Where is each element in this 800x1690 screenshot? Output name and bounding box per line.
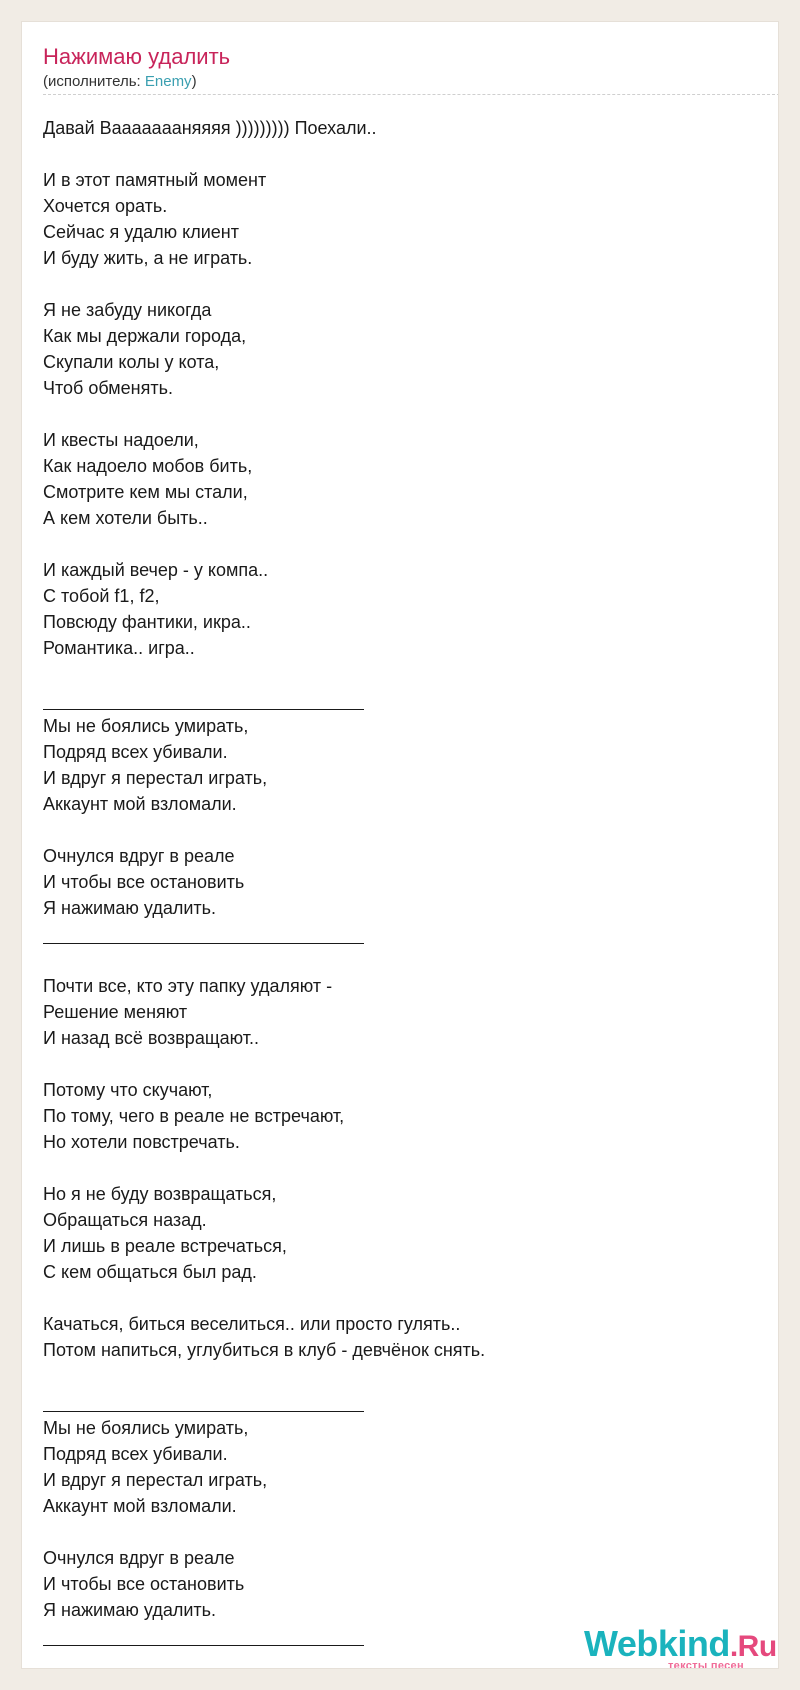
site-logo[interactable] <box>584 1623 779 1669</box>
lyrics-body <box>43 115 763 1649</box>
section-divider <box>43 1389 763 1415</box>
stanza-gap <box>43 271 763 297</box>
lyric-line: Романтика.. игра.. <box>43 638 195 658</box>
lyric-line: Я не забуду никогда <box>43 300 212 320</box>
lyric-line: Аккаунт мой взломали. <box>43 1496 237 1516</box>
logo-tagline: тексты песен <box>668 1660 744 1669</box>
stanza-gap <box>43 1155 763 1181</box>
artist-prefix: (исполнитель: <box>43 73 145 90</box>
lyric-line: Хочется орать. <box>43 196 168 216</box>
lyric-line: Почти все, кто эту папку удаляют - <box>43 976 333 996</box>
artist-line <box>43 73 197 91</box>
lyric-line: С тобой f1, f2, <box>43 586 160 606</box>
stanza-gap <box>43 1051 763 1077</box>
lyric-line: По тому, чего в реале не встречают, <box>43 1106 345 1126</box>
lyric-line: Смотрите кем мы стали, <box>43 482 248 502</box>
lyric-line: И квесты надоели, <box>43 430 199 450</box>
section-divider <box>43 687 763 713</box>
lyrics-card <box>21 21 779 1669</box>
lyric-line: Аккаунт мой взломали. <box>43 794 237 814</box>
stanza-gap <box>43 1363 763 1389</box>
lyric-line: Подряд всех убивали. <box>43 742 228 762</box>
lyric-line: И вдруг я перестал играть, <box>43 768 268 788</box>
lyric-line: И буду жить, а не играть. <box>43 248 253 268</box>
artist-suffix: ) <box>191 73 197 90</box>
lyric-line: Очнулся вдруг в реале <box>43 1548 235 1568</box>
lyric-line: А кем хотели быть.. <box>43 508 208 528</box>
lyric-line: Я нажимаю удалить. <box>43 898 217 918</box>
lyric-line: Повсюду фантики, икра.. <box>43 612 251 632</box>
lyric-line: И каждый вечер - у компа.. <box>43 560 269 580</box>
lyric-line: И назад всё возвращают.. <box>43 1028 260 1048</box>
stanza-gap <box>43 661 763 687</box>
lyric-line: И вдруг я перестал играть, <box>43 1470 268 1490</box>
lyric-line: И чтобы все остановить <box>43 872 245 892</box>
lyric-line: Но я не буду возвращаться, <box>43 1184 277 1204</box>
lyric-line: Чтоб обменять. <box>43 378 173 398</box>
stanza-gap <box>43 401 763 427</box>
lyric-line: Но хотели повстречать. <box>43 1132 240 1152</box>
lyric-line: Очнулся вдруг в реале <box>43 846 235 866</box>
stanza-gap <box>43 817 763 843</box>
lyric-line: Решение меняют <box>43 1002 188 1022</box>
lyric-line: Потому что скучают, <box>43 1080 213 1100</box>
lyric-line: Давай Ваааааааняяяя ))))))))) Поехали.. <box>43 118 377 138</box>
song-title: Нажимаю удалить <box>43 44 231 69</box>
lyric-line: Качаться, биться веселиться.. или просто гулять.. <box>43 1314 461 1334</box>
lyric-line: Как надоело мобов бить, <box>43 456 253 476</box>
lyric-line: Скупали колы у кота, <box>43 352 220 372</box>
lyric-line: С кем общаться был рад. <box>43 1262 257 1282</box>
lyric-line: Подряд всех убивали. <box>43 1444 228 1464</box>
lyric-line: Обращаться назад. <box>43 1210 207 1230</box>
lyric-line: Мы не боялись умирать, <box>43 1418 249 1438</box>
lyric-line: Я нажимаю удалить. <box>43 1600 217 1620</box>
lyric-line: Сейчас я удалю клиент <box>43 222 239 242</box>
stanza-gap <box>43 1285 763 1311</box>
logo-name: Webkind <box>584 1623 730 1664</box>
artist-link[interactable]: Enemy <box>144 73 192 90</box>
lyric-line: Как мы держали города, <box>43 326 247 346</box>
stanza-gap <box>43 531 763 557</box>
logo-tld: .Ru <box>729 1630 777 1663</box>
lyric-line: Потом напиться, углубиться в клуб - девчёнок снять. <box>43 1340 486 1360</box>
stanza-gap <box>43 1519 763 1545</box>
stanza-gap <box>43 141 763 167</box>
lyric-line: И в этот памятный момент <box>43 170 267 190</box>
lyric-line: И чтобы все остановить <box>43 1574 245 1594</box>
stanza-gap <box>43 947 763 973</box>
section-divider <box>43 921 763 947</box>
lyric-line: Мы не боялись умирать, <box>43 716 249 736</box>
lyric-line: И лишь в реале встречаться, <box>43 1236 287 1256</box>
header-divider <box>43 94 779 95</box>
